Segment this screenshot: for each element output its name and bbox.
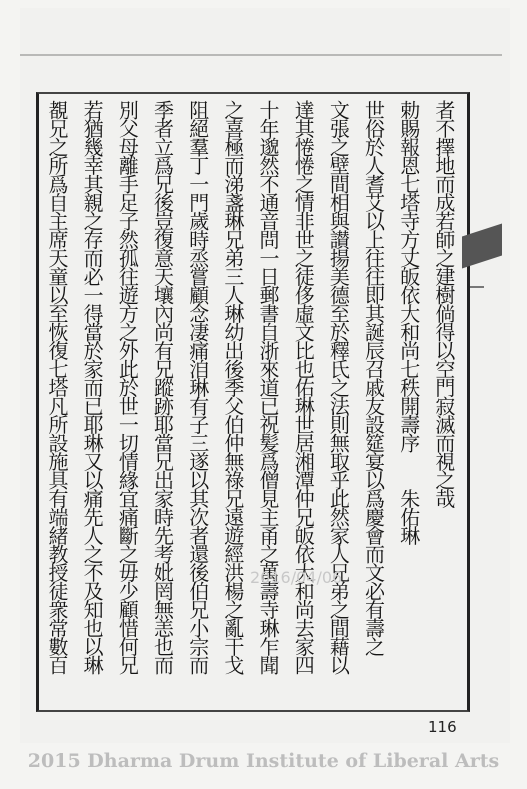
text-column-3: 世俗於人耆艾以上往往即其誕辰召戚友設筵宴以爲慶會而文必有壽之 (361, 100, 386, 655)
page-number: 116 (428, 718, 457, 736)
text-column-5: 達其惓惓之情非世之徒侈虛文比也佑琳世居湘潭仲兄皈依大和尚去家四 (291, 100, 316, 674)
text-column-1: 者不擇地而成若師之建樹倘得以空門寂滅而視之哉 (431, 100, 456, 507)
text-column-11: 若猶幾幸其親之存而必一得當於家而已耶琳又以痛先人之不及知也以琳 (80, 100, 105, 674)
text-column-12: 覩兄之所爲自主席天童以至恢復七塔凡所設施具有端緒教授徒衆常數百 (45, 100, 69, 674)
text-column-9: 季者立爲兄後豈復意天壤內尚有兄蹤跡耶當兄出家時先考妣罔無恙也而 (150, 100, 175, 674)
text-column-4: 文張之壁間相與讃揚美德至於釋氏之法則無取乎此然家人兄弟之間藉以 (326, 100, 351, 674)
watermark-date: 2016/04/06 (250, 568, 343, 587)
text-column-6: 十年邈然不通音問一日郵書自浙來道已祝髪爲僧見主甬之萬壽寺琳乍聞 (256, 100, 281, 674)
footer-watermark: 2015 Dharma Drum Institute of Liberal Arts (27, 750, 500, 772)
text-column-7: 之喜極而涕盞琳兄弟三人琳幼出後季父伯仲無祿兄遠遊經洪楊之亂干戈 (220, 100, 245, 674)
text-column-10: 別父母離手足子然孤往遊方之外此於世一切情緣宜痛斷之毋少顧惜何兄 (115, 100, 140, 674)
vertical-text-columns (42, 100, 458, 704)
text-column-8: 阻絕羣丁一門歲時烝嘗顧念凄痛洎琳有子三遂以其次者還後伯兄小宗而 (185, 100, 210, 674)
text-column-2: 勅賜報恩七塔寺方丈皈依大和尚七秩開壽序 朱佑琳 (396, 100, 421, 544)
page-edge-line (20, 54, 502, 56)
side-mark (470, 286, 484, 294)
